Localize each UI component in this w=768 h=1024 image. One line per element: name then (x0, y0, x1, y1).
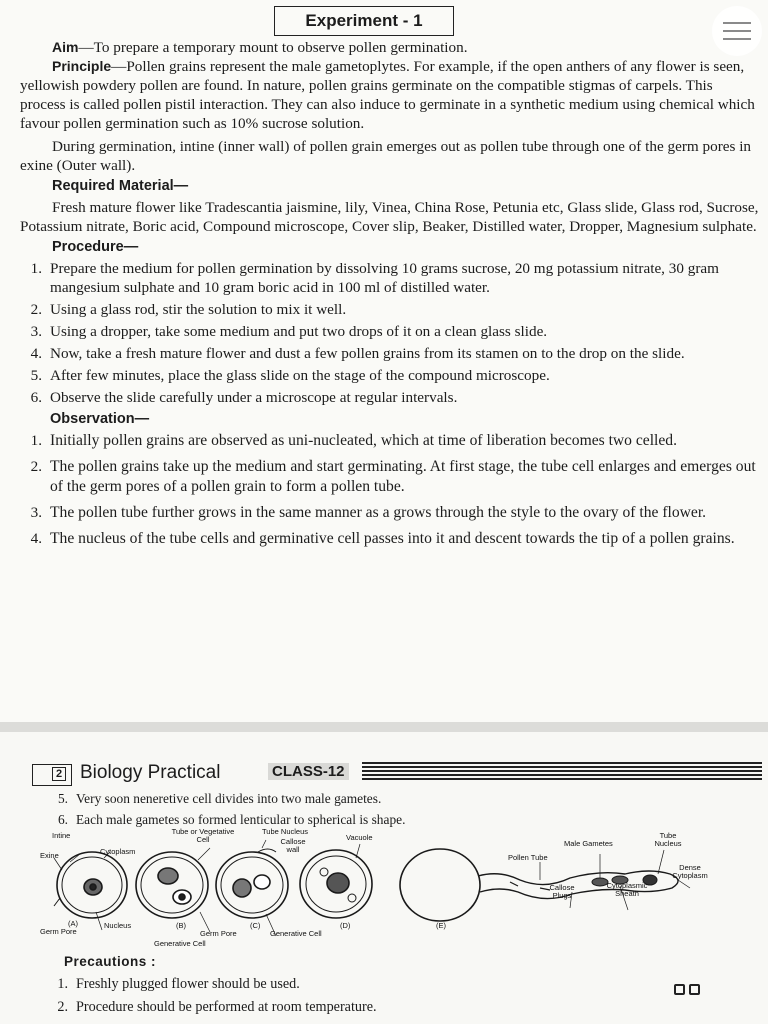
item-text: Very soon neneretive cell divides into two male gametes. (76, 791, 382, 806)
label-generative-cell-b: Generative Cell (154, 939, 206, 948)
label-tube-nucleus-e: Tube Nucleus (654, 831, 682, 848)
label-pollen-tube: Pollen Tube (508, 853, 548, 862)
label-callose-plugs: Callose Plugs (549, 883, 575, 900)
observation-heading: Observation— (50, 411, 150, 427)
item-number: 1. (57, 976, 68, 992)
principle-label: Principle (52, 58, 112, 74)
precaution-item (52, 997, 692, 1017)
observation-item (20, 457, 760, 497)
item-text: Each male gametes so formed lenticular to spherical is shape. (76, 812, 406, 827)
precautions-heading: Precautions : (64, 954, 157, 969)
book-title: Biology Practical (80, 762, 221, 783)
procedure-list (20, 259, 760, 407)
observation-list (20, 431, 760, 549)
pollen-grain-d (300, 850, 372, 918)
procedure-step (20, 344, 760, 363)
item-text: Freshly plugged flower should be used. (76, 976, 300, 992)
item-text: The pollen tube further grows in the same manner as a grows through the style to the ovary of the flower. (50, 504, 707, 521)
procedure-step (20, 322, 760, 341)
item-number: 2. (57, 999, 68, 1015)
aim-paragraph (20, 38, 760, 57)
principle-paragraph (20, 57, 760, 133)
header-rules (362, 762, 762, 786)
observation-item (20, 431, 760, 451)
observation-item (52, 790, 742, 808)
page-bottom (0, 732, 768, 1024)
label-tube-nucleus: Tube Nucleus (262, 827, 308, 836)
label-stage-b: (B) (176, 921, 186, 930)
step-text: Prepare the medium for pollen germination by dissolving 10 grams sucrose, 20 mg potassium nitrate, 30 gram mangesium sulphate and 10 gram boric acid in 100 ml of distilled water. (50, 260, 719, 296)
page-number-box (32, 764, 72, 786)
experiment-content (20, 38, 760, 555)
pollen-grain-c (216, 849, 288, 918)
end-mark-icon (689, 984, 700, 995)
item-number: 1. (30, 432, 42, 449)
aim-text: —To prepare a temporary mount to observe pollen germination. (78, 39, 468, 56)
label-dense-cytoplasm: Dense Cytoplasm (672, 863, 708, 880)
experiment-title: Experiment - 1 (274, 6, 454, 36)
procedure-step (20, 366, 760, 385)
step-number: 5. (30, 367, 42, 384)
procedure-heading: Procedure— (52, 239, 139, 255)
procedure-step (20, 388, 760, 407)
item-number: 2. (30, 458, 42, 475)
required-material-text: Fresh mature flower like Tradescantia jaismine, lily, Vinea, China Rose, Petunia etc, Glass slide, Glass rod, Sucrose, Potassium nitrate, Boric acid, Compound microscope, Cover slip, Beaker, Distilled water, Dropper, Magnesium sulphate. (20, 199, 759, 235)
step-text: Using a dropper, take some medium and put two drops of it on a clean glass slide. (50, 323, 548, 340)
page-header (32, 762, 762, 788)
step-number: 1. (30, 260, 42, 277)
end-mark-icon (674, 984, 685, 995)
label-vacuole: Vacuole (346, 833, 373, 842)
pollen-germination-diagram (40, 828, 740, 952)
label-callose-wall: Callose wall (280, 837, 306, 854)
item-text: Initially pollen grains are observed as uni-nucleated, which at time of liberation becomes two celled. (50, 432, 678, 449)
item-text: The pollen grains take up the medium and start germinating. At first stage, the tube cell enlarges and emerges out of the germ pores of a pollen grain to form a pollen tube. (50, 458, 756, 495)
principle-text: —Pollen grains represent the male gametoplytes. For example, if the open anthers of any flower is seen, yellowish powdery pollen are found. In nature, pollen grains germinate on the compatible stigmas of carpels. This process is called pollen pistil interaction. They can also induce to germinate in a synthetic medium using chemical which favour pollen germination such as 10% sucrose solution. (20, 58, 755, 132)
item-number: 5. (57, 791, 68, 806)
step-number: 6. (30, 389, 42, 406)
pollen-grain-a (54, 852, 127, 918)
end-of-section-marks (674, 982, 714, 996)
label-intine: Intine (52, 831, 71, 840)
item-number: 3. (30, 504, 42, 521)
item-text: Procedure should be performed at room temperature. (76, 999, 377, 1015)
step-number: 2. (30, 301, 42, 318)
observation-item (52, 811, 742, 829)
procedure-step (20, 259, 760, 297)
label-tube-cell: Tube or Vegetative Cell (171, 827, 235, 844)
required-material-heading: Required Material— (52, 178, 189, 194)
label-nucleus: Nucleus (104, 921, 132, 930)
precaution-item (52, 974, 692, 994)
label-stage-a: (A) (68, 919, 78, 928)
observation-item (20, 503, 760, 523)
aim-label: Aim (52, 39, 79, 55)
step-text: Using a glass rod, stir the solution to mix it well. (50, 301, 347, 318)
step-number: 4. (30, 345, 42, 362)
label-cytoplasmic-sheath: Cytoplasmic Sheath (606, 881, 648, 898)
item-number: 4. (30, 530, 42, 547)
continued-observation-list (52, 790, 742, 832)
label-stage-c: (C) (250, 921, 261, 930)
label-male-gametes: Male Gametes (564, 839, 613, 848)
page-number: 2 (52, 767, 66, 781)
step-text: After few minutes, place the glass slide on the stage of the compound microscope. (50, 367, 550, 384)
pollen-grain-b (136, 852, 208, 918)
item-number: 6. (57, 812, 68, 827)
procedure-step (20, 300, 760, 319)
precautions-list (52, 974, 692, 1020)
label-stage-e: (E) (436, 921, 446, 930)
item-text: The nucleus of the tube cells and germinative cell passes into it and descent towards the tip of a pollen grains. (50, 530, 735, 547)
label-stage-d: (D) (340, 921, 351, 930)
step-text: Now, take a fresh mature flower and dust a few pollen grains from its stamen on to the drop on the slide. (50, 345, 685, 362)
label-germ-pore-a: Germ Pore (40, 927, 77, 936)
step-number: 3. (30, 323, 42, 340)
class-label: CLASS-12 (268, 763, 349, 780)
label-germ-pore-b: Germ Pore (200, 929, 237, 938)
step-text: Observe the slide carefully under a microscope at regular intervals. (50, 389, 458, 406)
germination-paragraph: During germination, intine (inner wall) of pollen grain emerges out as pollen tube through one of the germ pores in exine (Outer wall). (20, 138, 752, 174)
label-cytoplasm: Cytoplasm (100, 847, 136, 856)
label-generative-cell-c: Generative Cell (270, 929, 322, 938)
label-exine: Exine (40, 851, 59, 860)
observation-item (20, 529, 760, 549)
